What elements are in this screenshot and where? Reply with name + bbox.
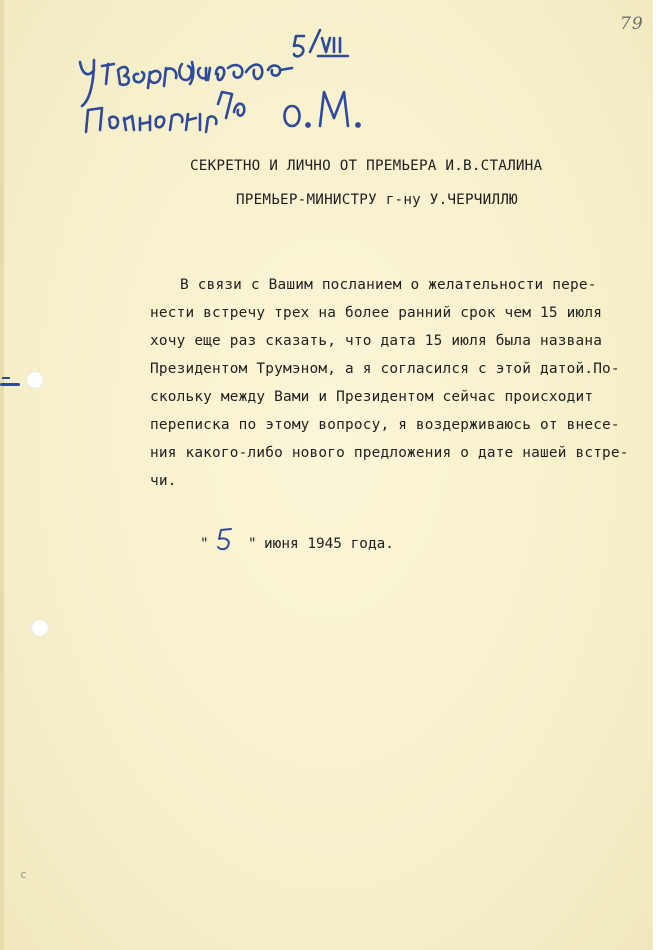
date-open-quote: " [200, 536, 209, 552]
date-text: июня 1945 года. [264, 536, 394, 552]
body-line-3: хочу еще раз сказать, что дата 15 июля была названа [150, 333, 603, 349]
binder-hole-bottom [31, 619, 49, 637]
archive-page-number: 79 [620, 14, 644, 34]
pen-margin-mark-small [2, 377, 10, 379]
binder-hole-top [26, 371, 44, 389]
body-line-4: Президентом Трумэном, а я согласился с этой датой.По- [150, 361, 620, 377]
pen-margin-mark [0, 383, 20, 386]
handwritten-approval-signature [68, 22, 378, 152]
page-left-edge [0, 0, 4, 950]
heading-line-1: СЕКРЕТНО И ЛИЧНО ОТ ПРЕМЬЕРА И.В.СТАЛИНА [190, 158, 543, 174]
date-close-quote: " [248, 536, 257, 552]
body-line-8: чи. [150, 473, 177, 489]
body-line-6: переписка по этому вопросу, я воздерживаюсь от внесе- [150, 417, 620, 433]
body-line-1: В связи с Вашим посланием о желательности пере- [180, 277, 597, 293]
body-line-5: скольку между Вами и Президентом сейчас происходит [150, 389, 594, 405]
body-line-7: ния какого-либо нового предложения о дате нашей встре- [150, 445, 629, 461]
heading-line-2: ПРЕМЬЕР-МИНИСТРУ г-ну У.ЧЕРЧИЛЛЮ [236, 192, 518, 208]
body-line-2: нести встречу трех на более ранний срок чем 15 июля [150, 305, 603, 321]
margin-mark: c [20, 868, 27, 881]
handwritten-day-number [211, 526, 237, 552]
